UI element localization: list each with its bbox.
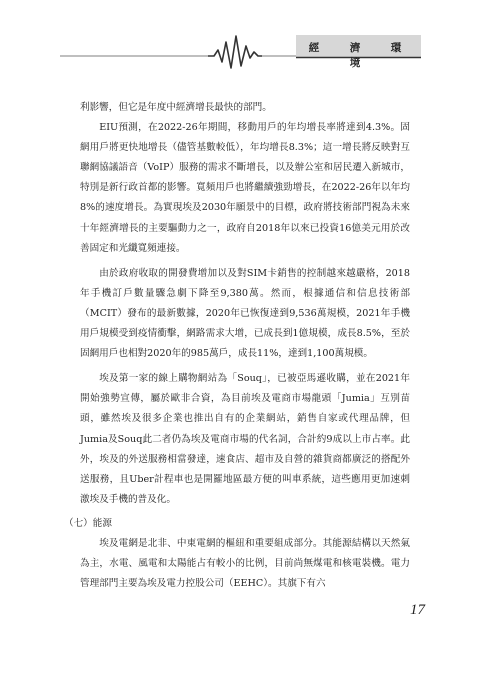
header-section-title: 經 濟 環 境: [308, 42, 432, 69]
paragraph-eiu-forecast: EIU預測，在2022-26年期間，移動用戶的年均增長率將達到4.3%。固網用戶將更快地增長（儘管基數較低），年均增長8.3%；這一增長將反映對互聯網協議語音（VoIP）服務的需求不斷增長，以及辦公室和居民遷入新城市，特別是新行政首都的影響。寬頻用戶也將繼續強勁增長，在2022-26年以年均8%的速度增長。為實現埃及2030年願景中的目標，政府將技術部門視為未來十年經濟增長的主要驅動力之一，政府自2018年以來已投資16億美元用於改善固定和光纖寬頻連接。: [80, 122, 410, 254]
page-header: [0, 0, 480, 70]
paragraph-subscriber-data: 由於政府收取的開發費增加以及對SIM卡銷售的控制越來越嚴格，2018年手機訂戶數量驟急劇下降至9,380萬。然而，根據通信和信息技術部（MCIT）發布的最新數據，2020年已恢復達到9,536萬規模，2021年手機用戶規模受到疫情衝擊，網路需求大增，已成長到1億規模，成長8.5%，至於固網用戶也相對2020年的985萬戶，成長11%，達到1,100萬規模。: [80, 267, 410, 360]
paragraph-ecommerce: 埃及第一家的線上購物網站為「Souq」，已被亞馬遜收購，並在2021年開始強勢宣傳，屬於歐非合資，為目前埃及電商市場龍頭「Jumia」互別苗頭，雖然埃及很多企業也推出自有的企業網站，銷售自家或代理品牌，但Jumia及Souq此二者仍為埃及電商市場的代名詞，合計約9成以上市占率。此外，埃及的外送服務相當發達，速食店、超市及自營的雜貨商都廣泛的搭配外送服務，且Uber計程車也是開羅地區最方便的叫車系統，這些應用更加速刺激埃及手機的普及化。: [80, 373, 410, 505]
paragraph-energy: 埃及電網是北非、中東電網的樞紐和重要組成部分。其能源結構以天然氣為主，水電、風電和太陽能占有較小的比例，目前尚無煤電和核電裝機。電力管理部門主要為埃及電力控股公司（EEHC）。其旗下有六: [80, 537, 410, 590]
article-body: [64, 98, 410, 594]
page-number: 17: [410, 602, 425, 618]
section-heading-energy: （七）能源: [64, 517, 112, 529]
paragraph-continued: 利影響，但它是年度中經濟增長最快的部門。: [80, 102, 272, 113]
